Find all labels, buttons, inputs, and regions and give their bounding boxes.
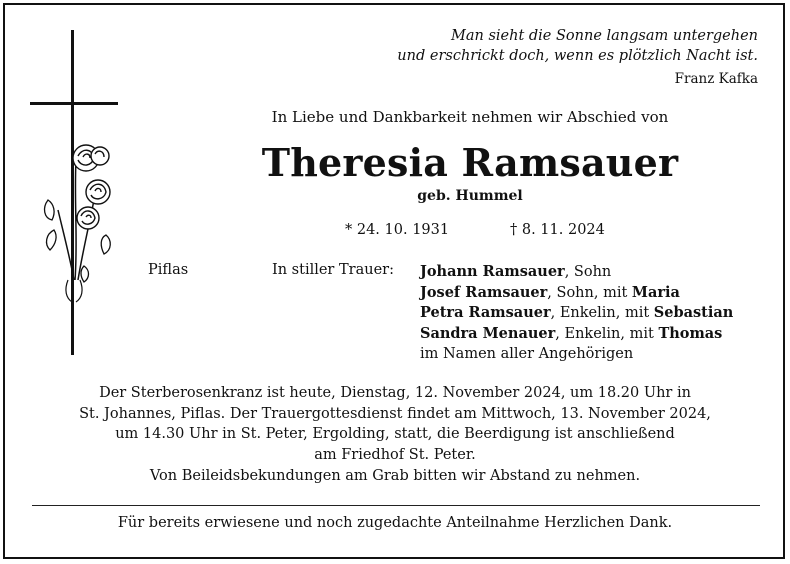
- notice-line: Der Sterberosenkranz ist heute, Dienstag, 12. November 2024, um 18.20 Uhr in: [99, 385, 691, 401]
- service-notice: [20, 383, 770, 465]
- mourner-entry: [420, 324, 733, 345]
- notice-line: am Friedhof St. Peter.: [314, 446, 476, 463]
- quote-author: Franz Kafka: [674, 71, 758, 87]
- mourner-entry: [420, 283, 733, 304]
- mourner-name: Josef Ramsauer: [420, 283, 548, 301]
- birth-name: geb. Hummel: [417, 188, 523, 204]
- notice-line: um 14.30 Uhr in St. Peter, Ergolding, statt, die Beerdigung ist anschließend: [115, 426, 675, 442]
- quote-line-2: und erschrickt doch, wenn es plötzlich Nacht ist.: [397, 48, 758, 64]
- mourning-label: In stiller Trauer:: [272, 262, 394, 278]
- mourner-entry: [420, 303, 733, 324]
- mourner-relation: , Enkelin, mit: [550, 305, 654, 321]
- deceased-name: Theresia Ramsauer: [261, 140, 679, 185]
- birth-date: * 24. 10. 1931: [345, 222, 450, 238]
- mourner-name: Johann Ramsauer: [420, 263, 565, 280]
- mourner-relation: , Sohn, mit: [547, 284, 632, 301]
- mourner-name: Petra Ramsauer: [420, 304, 551, 321]
- mourner-partner: Sebastian: [653, 304, 734, 321]
- quote-line-1: Man sieht die Sonne langsam untergehen: [451, 28, 758, 44]
- death-date: † 8. 11. 2024: [510, 222, 605, 238]
- mourner-relation: , Sohn: [564, 264, 612, 280]
- mourner-entry: [420, 262, 733, 283]
- notice-line: St. Johannes, Piflas. Der Trauergottesdienst findet am Mittwoch, 13. November 2024,: [79, 405, 711, 422]
- mourner-partner: Maria: [631, 283, 680, 301]
- condolence-note: Von Beileidsbekundungen am Grab bitten wir Abstand zu nehmen.: [149, 468, 641, 484]
- epigraph-quote: [298, 26, 758, 89]
- intro-line: In Liebe und Dankbarkeit nehmen wir Abschied von: [271, 108, 669, 126]
- mourner-partner: Thomas: [658, 324, 723, 342]
- mourner-name: Sandra Menauer: [420, 324, 556, 342]
- mourners-closing: im Namen aller Angehörigen: [420, 346, 634, 362]
- place: Piflas: [148, 262, 189, 278]
- cross-with-roses-icon: [28, 30, 128, 360]
- thanks-line: Für bereits erwiesene und noch zugedachte Anteilnahme Herzlichen Dank.: [117, 515, 673, 531]
- mourners-list: [420, 262, 733, 365]
- mourner-relation: , Enkelin, mit: [555, 325, 659, 342]
- divider: [32, 505, 760, 506]
